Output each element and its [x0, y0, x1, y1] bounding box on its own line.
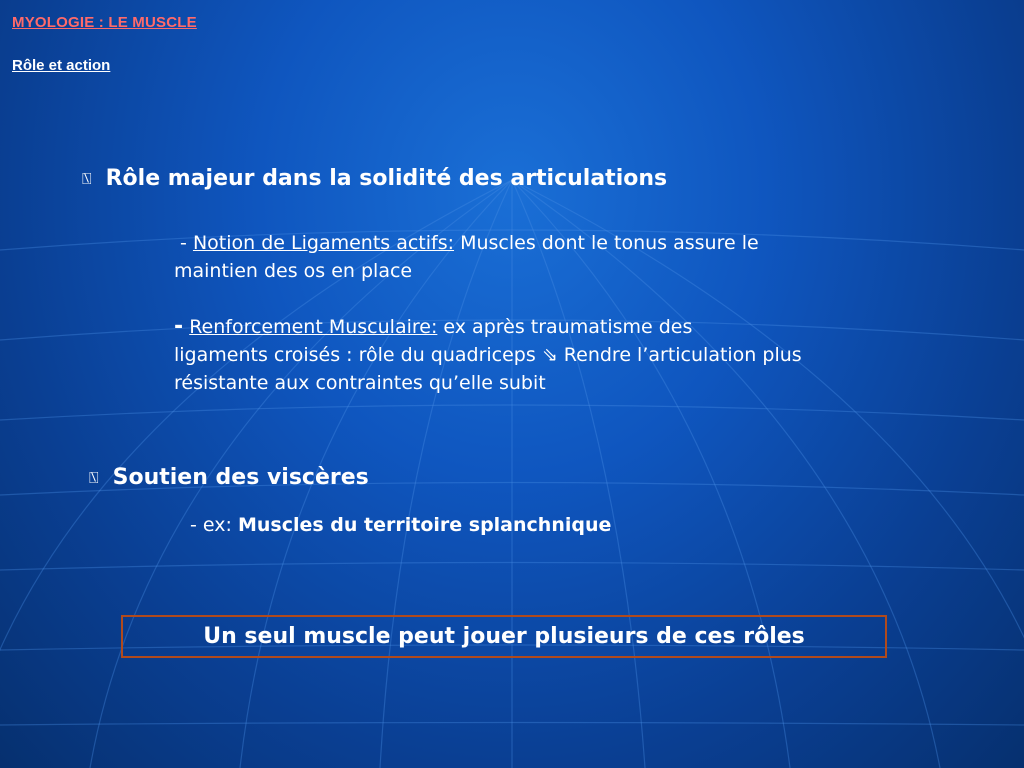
ligaments-actifs-term: Notion de Ligaments actifs:: [192, 232, 455, 254]
section-visceres-heading: Soutien des viscères: [112, 465, 369, 490]
diagonal-arrow-bullet-icon: ⍂: [89, 468, 99, 487]
ligaments-actifs-text-line1: Muscles dont le tonus assure le: [460, 232, 759, 254]
summary-callout-box: [121, 615, 887, 658]
section-visceres: [89, 465, 369, 490]
dash: -: [180, 232, 187, 254]
renforcement-text-line3: résistante aux contraintes qu’elle subit: [174, 372, 546, 394]
renforcement-paragraph: [174, 313, 944, 397]
slide-header-title: MYOLOGIE : LE MUSCLE: [12, 14, 197, 31]
ligaments-actifs-paragraph: [174, 229, 934, 285]
visceres-example: [190, 511, 890, 539]
section-solidity: [82, 166, 667, 191]
visceres-example-prefix: - ex:: [190, 514, 232, 536]
ligaments-actifs-text-line2: maintien des os en place: [174, 260, 413, 282]
renforcement-text-line1: ex après traumatisme des: [443, 316, 693, 338]
renforcement-term: Renforcement Musculaire:: [189, 316, 438, 338]
summary-callout-text: Un seul muscle peut jouer plusieurs de ces rôles: [203, 624, 805, 649]
visceres-example-bold: Muscles du territoire splanchnique: [237, 514, 612, 536]
section-solidity-heading: Rôle majeur dans la solidité des articulations: [105, 166, 668, 191]
dash: -: [174, 314, 184, 339]
arrow-icon: ⇘: [541, 344, 558, 366]
diagonal-arrow-bullet-icon: ⍂: [82, 169, 92, 188]
renforcement-text-line2a: ligaments croisés : rôle du quadriceps: [174, 344, 536, 366]
slide-header-subtitle: Rôle et action: [12, 57, 111, 74]
renforcement-text-line2b: Rendre l’articulation plus: [563, 344, 802, 366]
